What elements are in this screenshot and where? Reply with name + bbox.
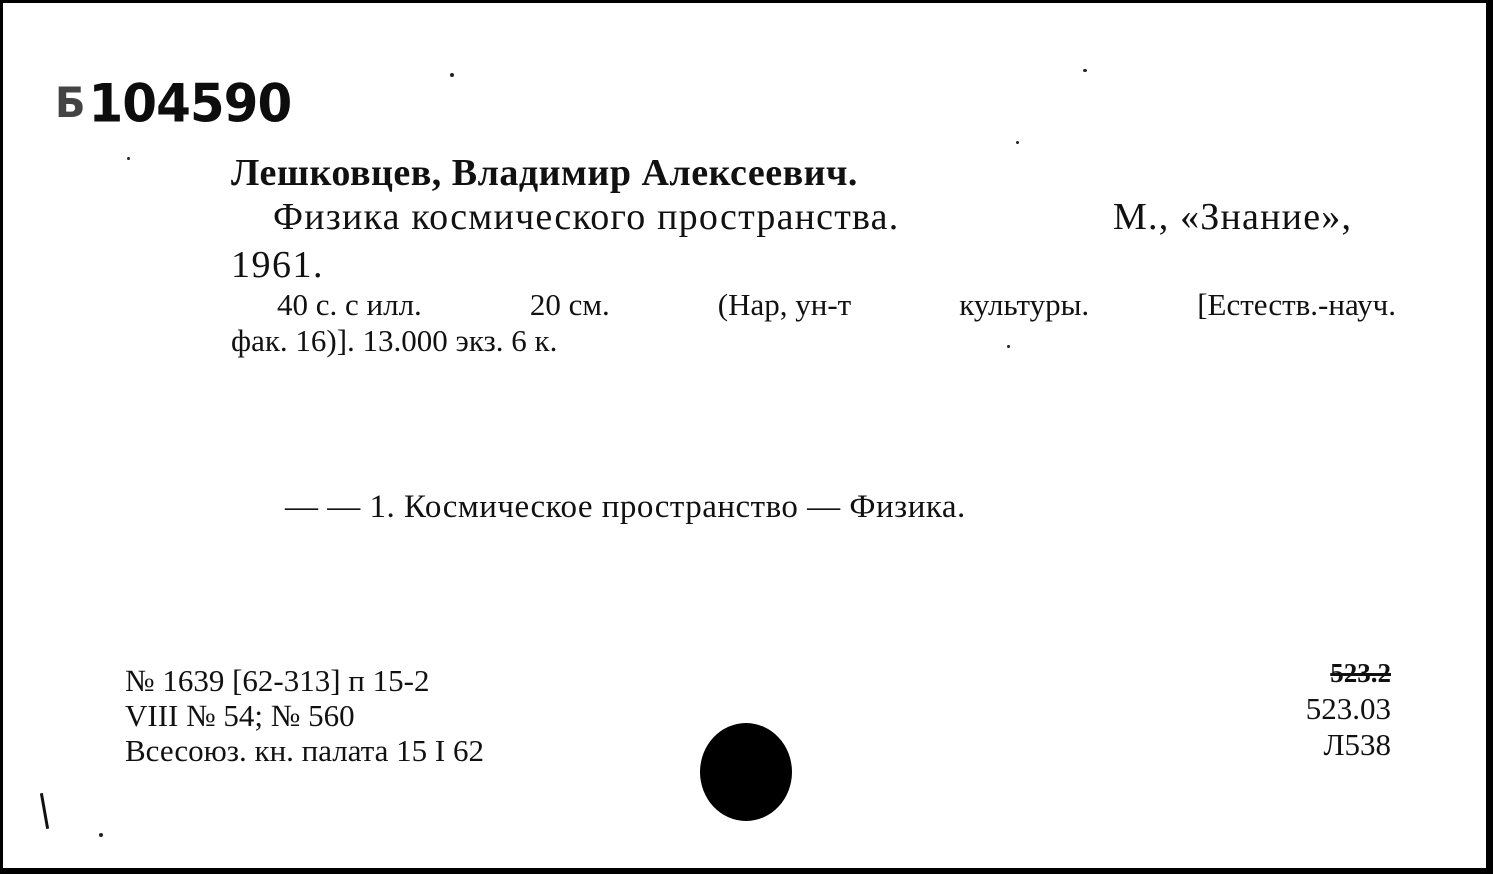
series-text-a: (Нар, ун-т — [717, 287, 852, 322]
registration-info — [125, 663, 484, 768]
dust-speck — [1083, 69, 1087, 72]
dust-speck — [450, 73, 454, 77]
registration-line-1: № 1639 [62-313] п 15-2 — [125, 663, 430, 698]
publisher-place: М., «Знание», — [1113, 196, 1353, 238]
registration-line-2: VIII № 54; № 560 — [125, 698, 355, 733]
author-heading: Лешковцев, Владимир Алексеевич. — [231, 152, 858, 194]
subject-heading: — — 1. Космическое пространство — Физика. — [285, 489, 966, 525]
pages-text: 40 с. с илл. — [277, 287, 422, 322]
dust-speck — [99, 833, 103, 837]
classification-code: 523.03 — [1305, 691, 1391, 726]
inventory-number: 104590 — [88, 73, 292, 134]
punch-hole — [700, 723, 792, 821]
classification-codes — [1306, 655, 1391, 763]
size-text: 20 см. — [529, 287, 610, 322]
series-text-c: [Естеств.-науч. — [1197, 287, 1396, 322]
dust-speck — [1007, 345, 1010, 348]
inventory-stamp — [55, 73, 291, 134]
dust-speck — [1016, 141, 1019, 144]
dust-speck — [127, 157, 130, 160]
series-continuation: фак. 16)]. 13.000 экз. 6 к. — [231, 323, 558, 358]
registration-line-3: Всесоюз. кн. палата 15 I 62 — [125, 733, 484, 768]
stamp-prefix-mark: Б — [55, 79, 85, 128]
physical-description — [231, 287, 1396, 323]
struck-classification-code: 523.2 — [1330, 658, 1391, 688]
publication-year: 1961. — [231, 244, 324, 286]
series-text-b: культуры. — [959, 287, 1090, 322]
book-title: Физика космического пространства. — [273, 196, 900, 238]
author-mark: Л538 — [1323, 727, 1391, 762]
edge-scratch — [40, 793, 49, 829]
